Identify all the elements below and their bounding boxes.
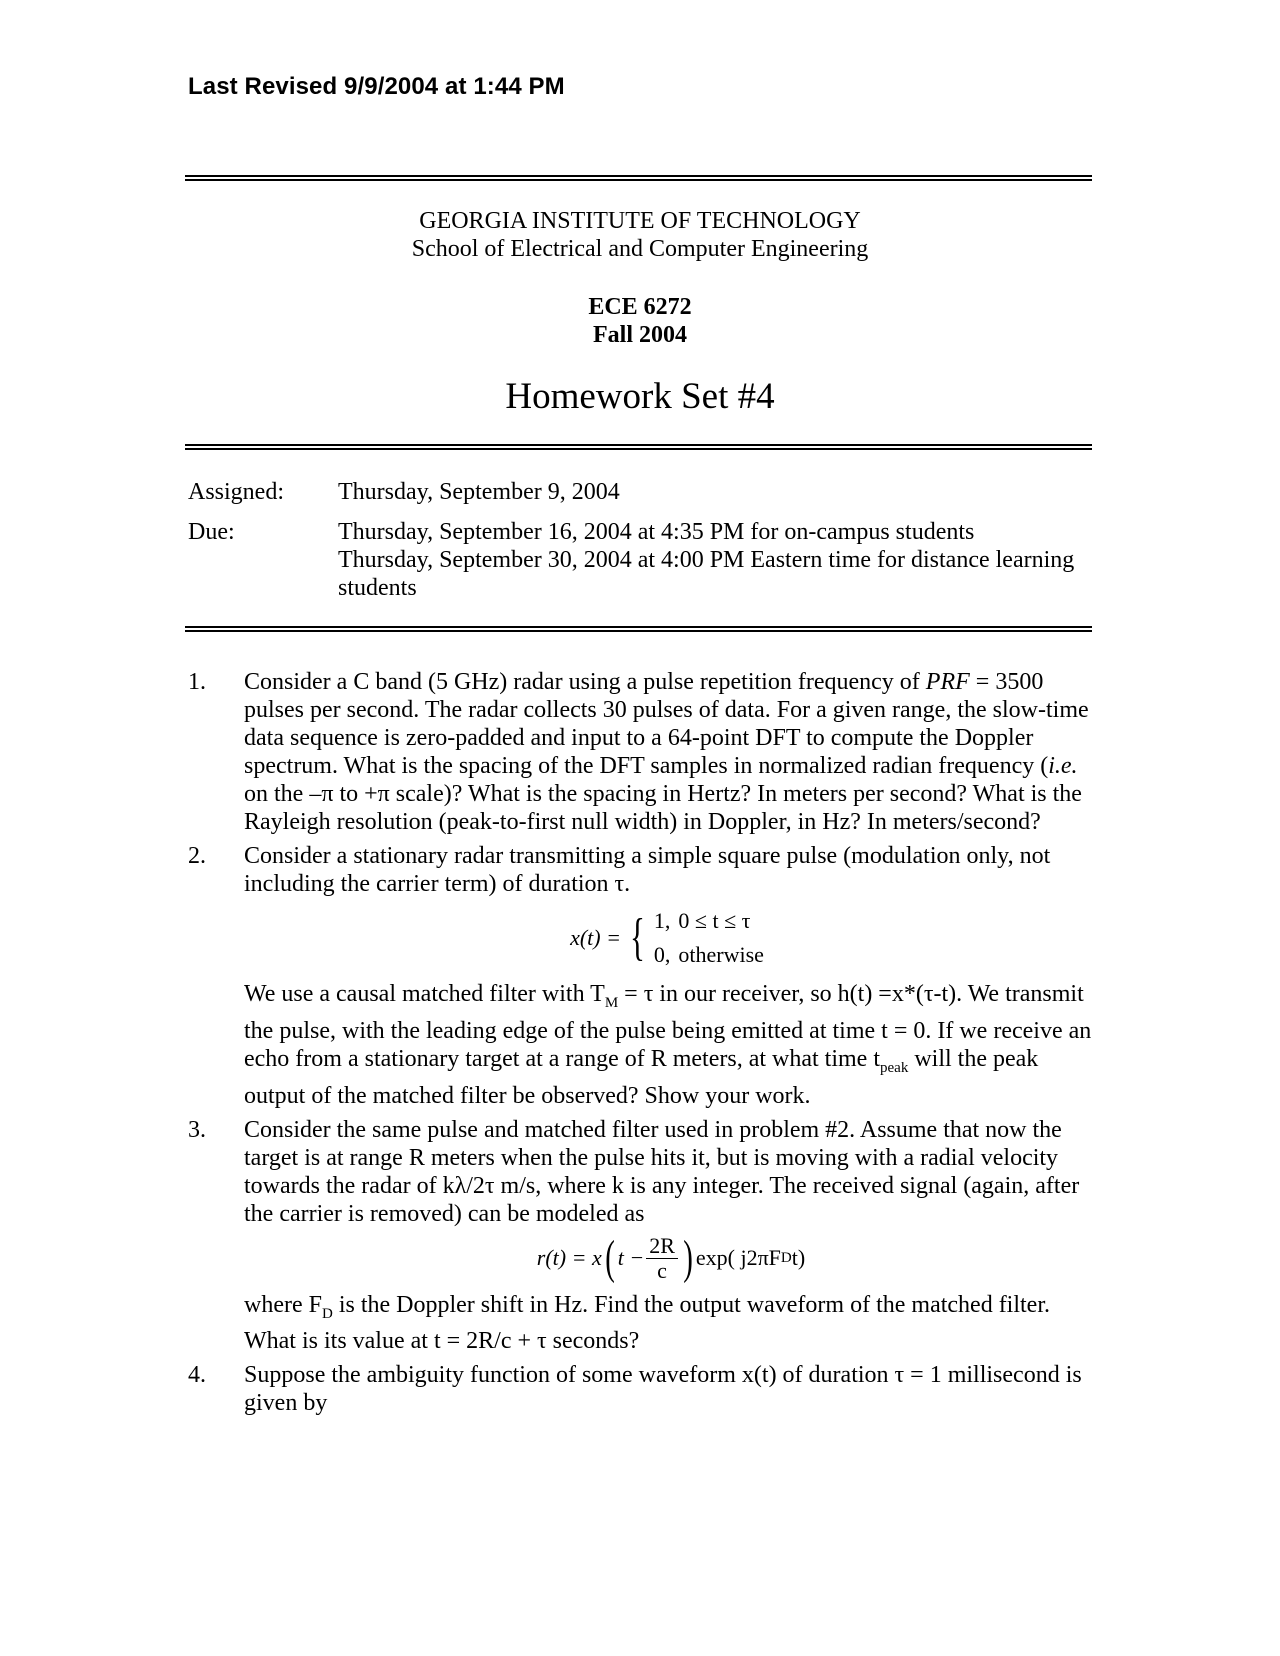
top-double-rule <box>185 175 1092 181</box>
due-line-distance: Thursday, September 30, 2004 at 4:00 PM Eastern time for distance learning students <box>338 547 1075 601</box>
problem-text: Suppose the ambiguity function of some waveform x(t) of duration τ = 1 millisecond is given by <box>244 1362 1082 1417</box>
problem-4 <box>188 1361 1098 1417</box>
problem-number: 2. <box>188 843 206 869</box>
problem-list <box>188 668 1098 1417</box>
due-value <box>338 518 1098 602</box>
problem-3 <box>188 1116 1098 1356</box>
problem-number: 4. <box>188 1362 206 1389</box>
problem-text: Consider a stationary radar transmitting a simple square pulse (modulation only, not including the carrier term) of duration τ. <box>244 843 1051 897</box>
problem-text-continued: We use a causal matched filter with $T_M = \tau$ in our receiver, so h(t) =x*(τ-t). We transmit the pulse, with the leading edge of the pulse being emitted at time t = 0. If we receive an echo from a stationary target at a range of R meters, at what time $t_{peak}$ will the peak output of the matched filter be observed? Show your work. <box>244 981 1092 1109</box>
school-name: School of Electrical and Computer Engineering <box>411 236 869 262</box>
problem-number: 1. <box>188 669 206 695</box>
problem-number: 3. <box>188 1116 206 1143</box>
course-term: Fall 2004 <box>593 322 687 348</box>
pulse-equation <box>244 904 1098 972</box>
problem-2 <box>188 842 1098 1110</box>
bottom-double-rule <box>185 626 1092 632</box>
middle-double-rule <box>185 444 1092 450</box>
assigned-value: Thursday, September 9, 2004 <box>338 479 620 505</box>
problem-1 <box>188 668 1098 836</box>
problem-text-continued: where $F_D$ is the Doppler shift in Hz. Find the output waveform of the matched filter. What is its value at t = 2R/c + τ seconds? <box>244 1291 1051 1355</box>
range-fraction: $\frac{2R}{c}$ <box>646 1234 678 1283</box>
institution-block <box>0 207 1280 263</box>
due-line-oncampus: Thursday, September 16, 2004 at 4:35 PM for on-campus students <box>338 519 975 545</box>
assigned-label: Assigned: <box>188 479 284 505</box>
course-number: ECE 6272 <box>588 294 692 320</box>
received-signal-equation: r(t) = x ( t − $\frac{2R}{c}$ ) exp( j2πF D t) <box>536 1231 806 1285</box>
left-brace: { <box>629 909 645 966</box>
institution-name: GEORGIA INSTITUTE OF TECHNOLOGY <box>419 208 861 234</box>
last-revised-text: Last Revised 9/9/2004 at 1:44 PM <box>188 73 565 100</box>
equation-lhs: x(t) = <box>570 925 621 950</box>
equation-cases: 1, 0 ≤ t ≤ τ 0, otherwise <box>653 908 764 967</box>
page-title: Homework Set #4 <box>505 376 775 417</box>
problem-text: Consider a C band (5 GHz) radar using a pulse repetition frequency of PRF = 3500 pulses per second. The radar collects 30 pulses of data. For a given range, the slow-time data sequence is zero-padded and input to a 64-point DFT to compute the Doppler spectrum. What is the spacing of the DFT samples in normalized radian frequency (i.e. on the –π to +π scale)? What is the spacing in Hertz? In meters per second? What is the Rayleigh resolution (peak-to-first null width) in Doppler, in Hz? In meters/second? <box>244 669 1089 835</box>
due-label: Due: <box>188 519 235 545</box>
problem-text: Consider the same pulse and matched filter used in problem #2. Assume that now the target is at range R meters when the pulse hits it, but is moving with a radial velocity towards the radar of kλ/2τ m/s, where k is any integer. The received signal (again, after the carrier is removed) can be modeled as <box>244 1116 1080 1227</box>
course-block <box>0 293 1280 349</box>
